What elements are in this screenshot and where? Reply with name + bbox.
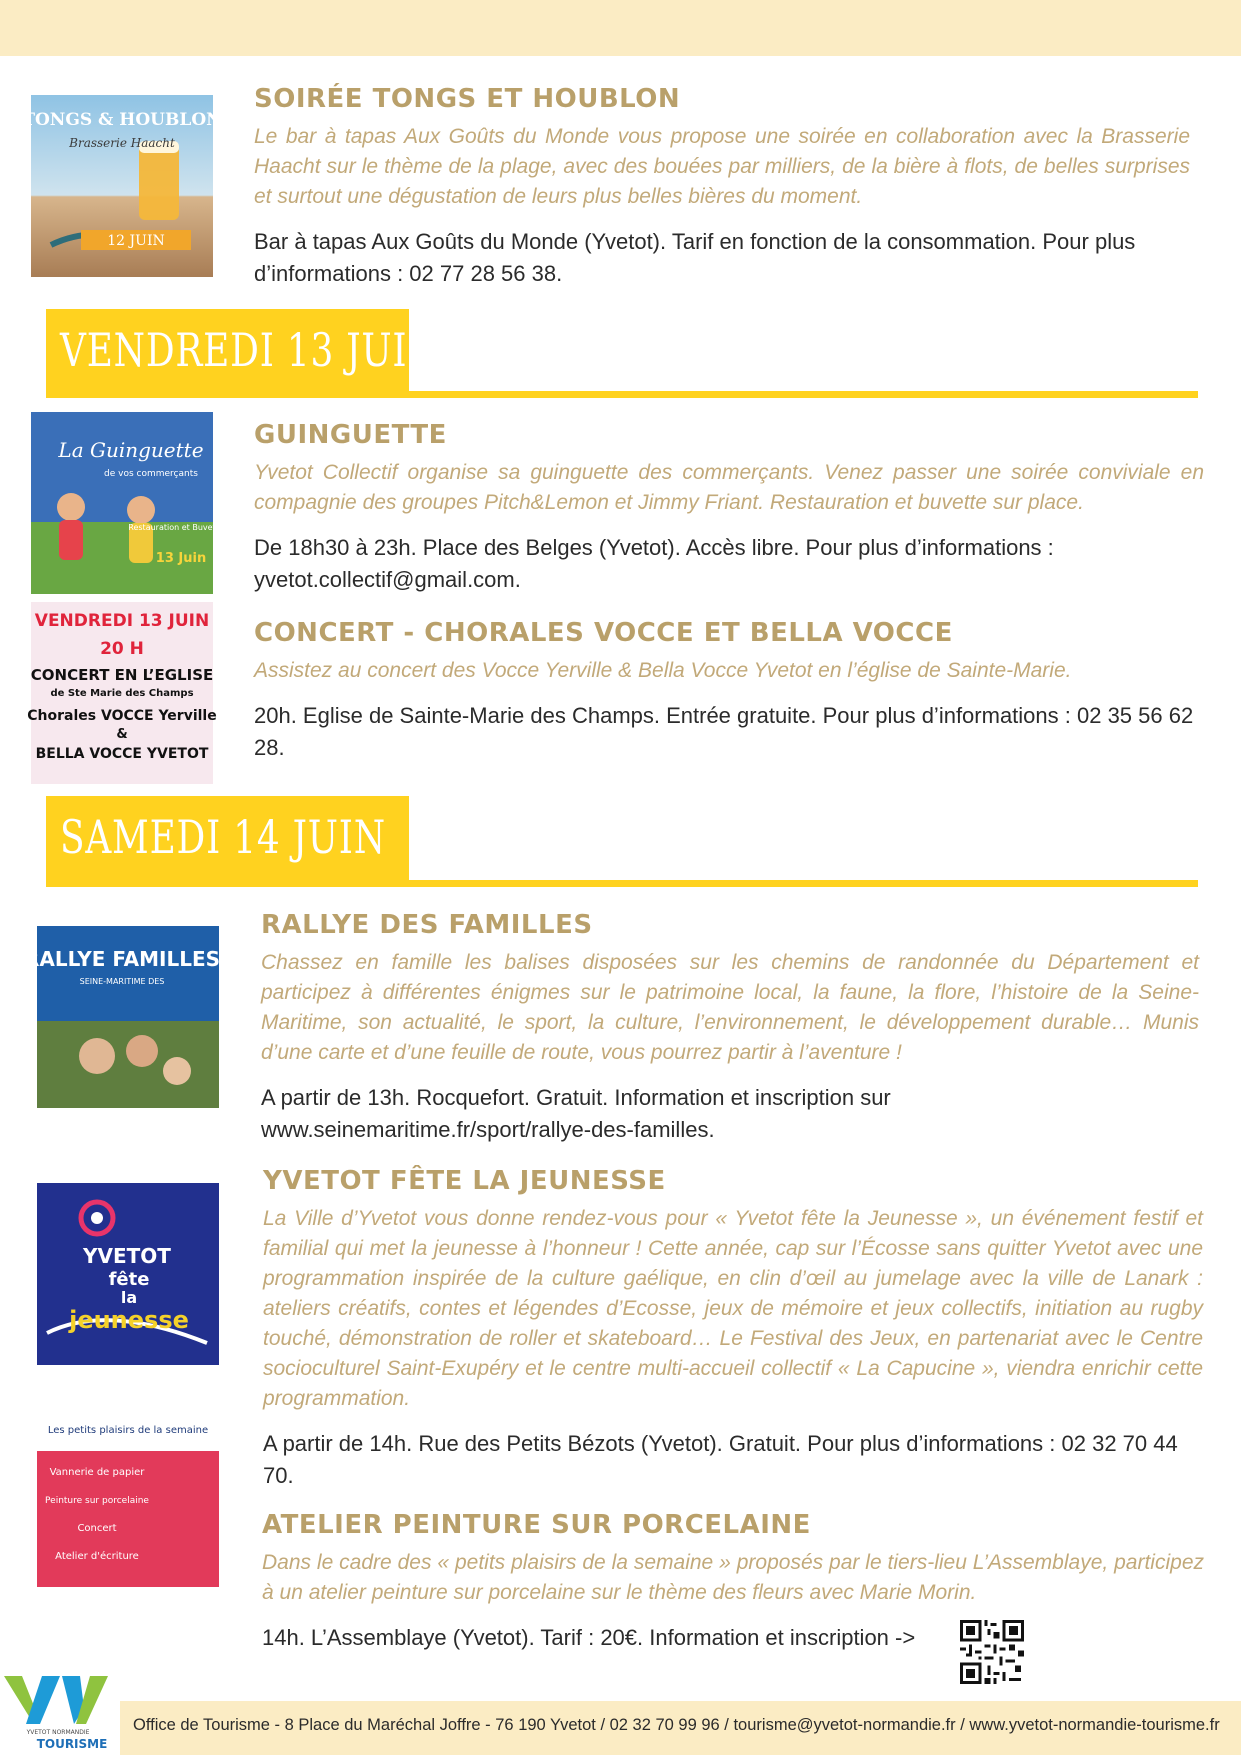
yvetot-tourisme-logo xyxy=(0,1672,122,1755)
event-description: Yvetot Collectif organise sa guinguette des commerçants. Venez passer une soirée conviviale en compagnie des groupes Pitch&Lemon et Jimmy Friant. Restauration et buvette sur place. xyxy=(254,461,1204,514)
guinguette-poster-date: 13 Juin xyxy=(155,551,207,566)
concert-poster-line: CONCERT EN L’EGLISE xyxy=(30,666,214,684)
porcelaine-poster-item: Concert xyxy=(77,1523,117,1534)
event-info: Bar à tapas Aux Goûts du Monde (Yvetot). Tarif en fonction de la consommation. Pour plus d’informations : 02 77 28 56 38. xyxy=(254,229,1136,286)
event-guinguette xyxy=(254,420,1204,596)
event-title: CONCERT - CHORALES VOCCE ET BELLA VOCCE xyxy=(254,618,953,648)
day-banner-label: SAMEDI 14 JUIN xyxy=(60,810,386,864)
tongs-poster-date: 12 JUIN xyxy=(107,233,165,249)
tongs-poster-title: TONGS & HOUBLON xyxy=(22,110,222,130)
concert-poster-line: 20 H xyxy=(100,639,144,659)
tongs-poster-sub: Brasserie Haacht xyxy=(69,136,175,150)
event-info: A partir de 14h. Rue des Petits Bézots (Yvetot). Gratuit. Pour plus d’informations : 02 32 70 44 70. xyxy=(263,1431,1178,1488)
jeunesse-poster-line: jeunesse xyxy=(69,1306,189,1334)
porcelaine-poster-image xyxy=(37,1405,219,1587)
event-info: A partir de 13h. Rocquefort. Gratuit. Information et inscription sur www.seinemaritime.fr/sport/rallye-des-familles. xyxy=(261,1085,891,1142)
jeunesse-poster-line: fête xyxy=(108,1269,150,1290)
jeunesse-poster-line: YVETOT xyxy=(83,1244,171,1268)
jeunesse-poster-image xyxy=(37,1183,219,1365)
event-description: Dans le cadre des « petits plaisirs de la semaine » proposés par le tiers-lieu L’Assemblaye, participez à un atelier peinture sur porcelaine sur le thème des fleurs avec Marie Morin. xyxy=(262,1551,1204,1604)
event-description: Le bar à tapas Aux Goûts du Monde vous propose une soirée en collaboration avec la Brasserie Haacht sur le thème de la plage, avec des bouées par milliers, de la bière à flots, de belles surprises et surtout une dégustation de leurs plus belles bières du moment. xyxy=(254,125,1190,208)
guinguette-poster-image xyxy=(31,412,224,594)
concert-poster-line: VENDREDI 13 JUIN xyxy=(34,611,210,631)
event-tongs-houblon xyxy=(254,84,1190,290)
event-rallye xyxy=(261,910,1199,1146)
rallye-poster-sub: SEINE-MARITIME DES xyxy=(79,977,165,986)
guinguette-poster-sub: de vos commerçants xyxy=(104,469,198,479)
day-rule-friday xyxy=(46,391,1198,398)
footer-contact: Office de Tourisme - 8 Place du Maréchal Joffre - 76 190 Yvetot / 02 32 70 99 96 / tourisme@yvetot-normandie.fr / www.yvetot-normandie-tourisme.fr xyxy=(133,1716,1220,1734)
porcelaine-poster-item: Vannerie de papier xyxy=(49,1467,145,1478)
logo-text: TOURISME xyxy=(36,1737,108,1751)
day-banner-label: VENDREDI 13 JUIN xyxy=(60,323,440,377)
event-porcelaine xyxy=(262,1510,1204,1654)
event-info: De 18h30 à 23h. Place des Belges (Yvetot). Accès libre. Pour plus d’informations : yvetot.collectif@gmail.com. xyxy=(254,535,1054,592)
porcelaine-poster-title: Les petits plaisirs de la semaine xyxy=(47,1425,209,1436)
event-title: RALLYE DES FAMILLES xyxy=(261,910,593,940)
logo-small-text: YVETOT NORMANDIE xyxy=(26,1729,90,1736)
event-description: Assistez au concert des Vocce Yerville & Bella Vocce Yvetot en l’église de Sainte-Marie. xyxy=(254,659,1072,682)
guinguette-poster-extra: Restauration et Buvette xyxy=(128,523,224,532)
day-banner-friday xyxy=(46,309,440,397)
concert-poster-image xyxy=(27,602,217,784)
concert-poster-line: Chorales VOCCE Yerville xyxy=(27,708,217,724)
event-title: GUINGUETTE xyxy=(254,420,447,450)
rallye-poster-image xyxy=(23,926,221,1108)
guinguette-poster-title: La Guinguette xyxy=(58,438,204,462)
concert-poster-line: BELLA VOCCE YVETOT xyxy=(35,746,209,762)
event-title: YVETOT FÊTE LA JEUNESSE xyxy=(263,1166,666,1196)
day-banner-saturday xyxy=(46,796,409,884)
event-info: 14h. L’Assemblaye (Yvetot). Tarif : 20€. Information et inscription -> xyxy=(262,1625,916,1650)
day-rule-saturday xyxy=(46,880,1198,887)
event-jeunesse xyxy=(263,1166,1203,1492)
concert-poster-line: de Ste Marie des Champs xyxy=(50,688,194,699)
concert-poster-line: & xyxy=(116,727,128,742)
event-info: 20h. Eglise de Sainte-Marie des Champs. Entrée gratuite. Pour plus d’informations : 02 35 56 62 28. xyxy=(254,703,1194,760)
top-band xyxy=(0,0,1241,56)
event-description: Chassez en famille les balises disposées sur les chemins de randonnée du Département et participez à différentes énigmes sur le patrimoine local, la faune, la flore, l’histoire de la Seine-Maritime, son actualité, le sport, la culture, l’environnement, le développement durable… Munis d’une carte et d’une feuille de route, vous pourrez partir à l’aventure ! xyxy=(261,951,1199,1064)
tongs-poster-image xyxy=(22,95,222,277)
event-description: La Ville d’Yvetot vous donne rendez-vous pour « Yvetot fête la Jeunesse », un événement festif et familial qui met la jeunesse à l’honneur ! Cette année, cap sur l’Écosse sans quitter Yvetot avec une programmation inspirée de la culture gaélique, en clin d’œil au jumelage avec la ville de Lanark : ateliers créatifs, contes et légendes d’Ecosse, jeux de mémoire et jeux collectifs, initiation au rugby touché, démonstration de roller et skateboard… Le Festival des Jeux, en partenariat avec le Centre socioculturel Saint-Exupéry et le centre multi-accueil collectif « La Capucine », viendra enrichir cette programmation. xyxy=(263,1207,1203,1410)
qr-code-icon[interactable] xyxy=(960,1620,1024,1684)
porcelaine-poster-item: Atelier d'écriture xyxy=(55,1551,139,1562)
rallye-poster-title: RALLYE FAMILLES xyxy=(23,947,221,971)
event-title: ATELIER PEINTURE SUR PORCELAINE xyxy=(262,1510,811,1540)
jeunesse-poster-line: la xyxy=(120,1288,138,1307)
porcelaine-poster-item: Peinture sur porcelaine xyxy=(45,1496,149,1506)
event-title: SOIRÉE TONGS ET HOUBLON xyxy=(254,84,681,114)
event-concert xyxy=(254,618,1204,764)
